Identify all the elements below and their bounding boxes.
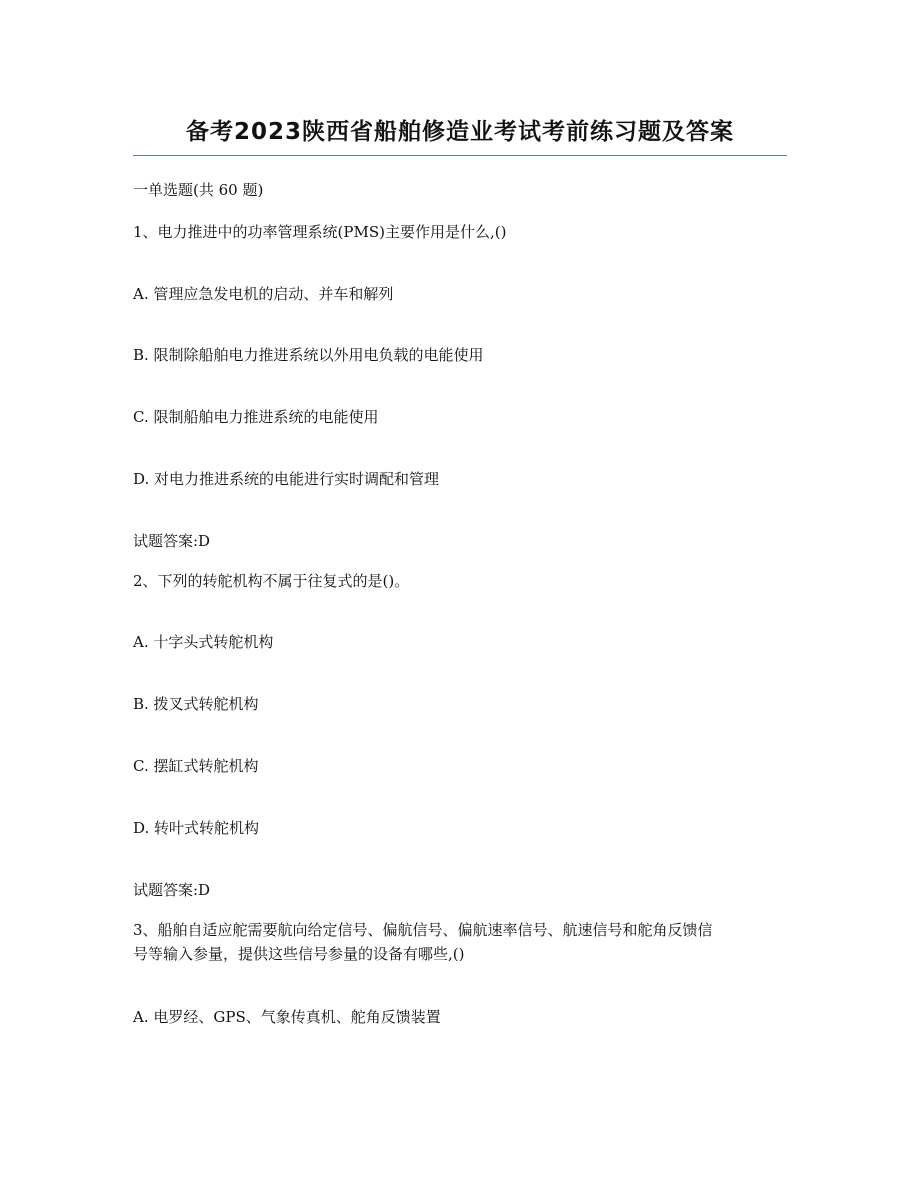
question-1-option-b: B. 限制除船舶电力推进系统以外用电负载的电能使用 [133, 346, 484, 364]
question-1-option-a: A. 管理应急发电机的启动、并车和解列 [133, 285, 394, 303]
question-3-stem-line-1: 3、船舶自适应舵需要航向给定信号、偏航信号、偏航速率信号、航速信号和舵角反馈信 [133, 921, 713, 939]
question-2-stem: 2、下列的转舵机构不属于往复式的是()。 [133, 572, 410, 590]
question-1-option-d: D. 对电力推进系统的电能进行实时调配和管理 [133, 470, 440, 488]
question-3-stem-line-2: 号等输入参量，提供这些信号参量的设备有哪些,() [133, 945, 465, 963]
title-divider [133, 155, 787, 156]
question-1-stem: 1、电力推进中的功率管理系统(PMS)主要作用是什么,() [133, 223, 507, 241]
question-2-option-a: A. 十字头式转舵机构 [133, 633, 274, 651]
question-2-option-b: B. 拨叉式转舵机构 [133, 695, 259, 713]
question-2-option-c: C. 摆缸式转舵机构 [133, 757, 259, 775]
question-2-answer: 试题答案:D [133, 881, 211, 899]
question-3-option-a: A. 电罗经、GPS、气象传真机、舵角反馈装置 [133, 1008, 441, 1026]
question-2-option-d: D. 转叶式转舵机构 [133, 819, 260, 837]
question-1-answer: 试题答案:D [133, 532, 211, 550]
section-heading: 一单选题(共 60 题) [133, 181, 264, 199]
page-title: 备考2023陕西省船舶修造业考试考前练习题及答案 [185, 119, 734, 145]
question-1-option-c: C. 限制船舶电力推进系统的电能使用 [133, 408, 379, 426]
